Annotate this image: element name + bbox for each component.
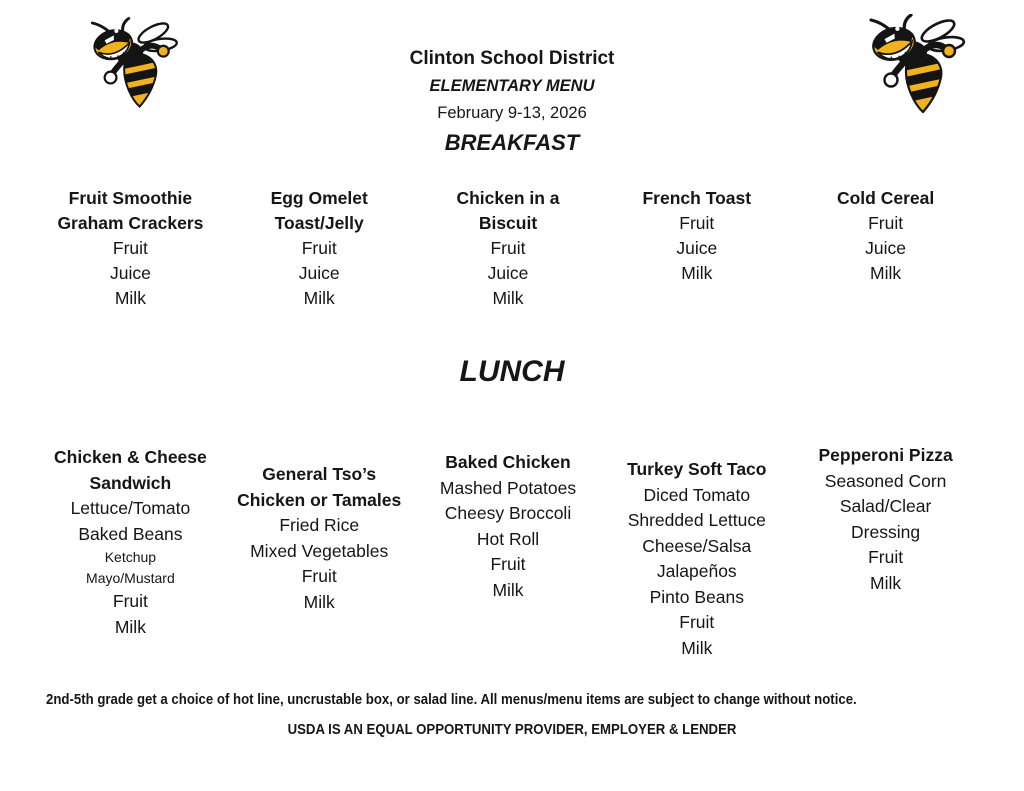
menu-item: Fruit [679,213,715,233]
menu-item: Toast/Jelly [274,213,364,233]
menu-day-column [414,186,603,311]
menu-item: Mayo/Mustard [86,570,175,586]
menu-day-column [36,443,225,661]
menu-item: Shredded Lettuce [627,510,766,530]
menu-item: Sandwich [89,472,172,493]
menu-item: Cheesy Broccoli [444,503,572,523]
breakfast-section-heading: BREAKFAST [444,130,580,155]
menu-item: Dressing [851,521,921,542]
menu-item: Chicken & Cheese [54,447,207,467]
menu-item: Pinto Beans [649,586,744,607]
menu-day-column [414,443,603,661]
menu-item: Seasoned Corn [824,470,947,491]
menu-item: Jalapeños [656,561,737,581]
menu-item: Juice [298,263,340,283]
menu-item: Salad/Clear [839,496,932,516]
menu-item: Chicken in a [456,188,560,208]
menu-item: Egg Omelet [270,188,368,208]
menu-day-column [791,186,980,311]
menu-item: Juice [865,238,907,258]
menu-item: Milk [681,263,713,283]
menu-item: Juice [487,263,529,283]
menu-item: Milk [492,579,524,600]
menu-item: Milk [681,637,713,658]
menu-item: Fruit [679,612,715,632]
menu-item: Milk [870,263,902,283]
menu-day-column [36,186,225,311]
menu-item: Ketchup [104,549,157,565]
menu-item: Fruit [490,554,526,574]
menu-item: Turkey Soft Taco [627,459,767,479]
menu-day-column [602,186,791,311]
menu-item: Fruit [301,566,337,586]
document-header [0,46,1024,126]
breakfast-menu-grid [36,186,980,311]
menu-item: Graham Crackers [57,213,204,233]
menu-item: Mashed Potatoes [439,477,577,498]
menu-item: Fried Rice [279,515,360,535]
lunch-menu-grid [36,443,980,661]
menu-day-column [602,443,791,661]
menu-item: Hot Roll [476,528,540,549]
menu-item: Baked Chicken [445,452,571,472]
menu-item: Chicken or Tamales [237,489,402,510]
menu-item: Pepperoni Pizza [818,445,953,465]
lunch-section-heading: LUNCH [459,355,565,388]
grade-choice-note: 2nd-5th grade get a choice of hot line, uncrustable box, or salad line. All menus/menu items are subject to change without notice. [46,691,857,708]
menu-item: Milk [492,288,524,308]
district-title: Clinton School District [409,48,615,69]
menu-item: Juice [676,238,718,258]
date-range: February 9-13, 2026 [437,104,587,122]
usda-statement: USDA IS AN EQUAL OPPORTUNITY PROVIDER, EMPLOYER & LENDER [287,721,737,738]
menu-item: Baked Beans [78,523,183,544]
menu-item: Fruit [112,591,148,611]
menu-item: Diced Tomato [643,484,751,505]
menu-item: General Tso’s [262,464,377,484]
menu-item: Cheese/Salsa [642,535,752,556]
menu-day-column [225,186,414,311]
menu-item: Milk [303,591,335,612]
menu-item: Lettuce/Tomato [70,498,191,518]
menu-item: Fruit [301,238,337,258]
menu-item: Mixed Vegetables [250,540,389,561]
menu-item: Milk [114,616,146,637]
menu-item: French Toast [642,188,752,208]
menu-item: Milk [303,288,335,308]
menu-day-column [791,443,980,661]
menu-item: Milk [870,572,902,593]
menu-item: Biscuit [478,213,538,233]
menu-item: Fruit [112,238,148,258]
menu-item: Cold Cereal [836,188,935,208]
menu-item: Juice [109,263,151,283]
menu-item: Fruit Smoothie [68,188,193,208]
menu-day-column [225,443,414,661]
menu-item: Milk [114,288,146,308]
menu-type-subtitle: ELEMENTARY MENU [429,77,595,95]
menu-item: Fruit [868,547,904,567]
menu-item: Fruit [490,238,526,258]
menu-item: Fruit [868,213,904,233]
